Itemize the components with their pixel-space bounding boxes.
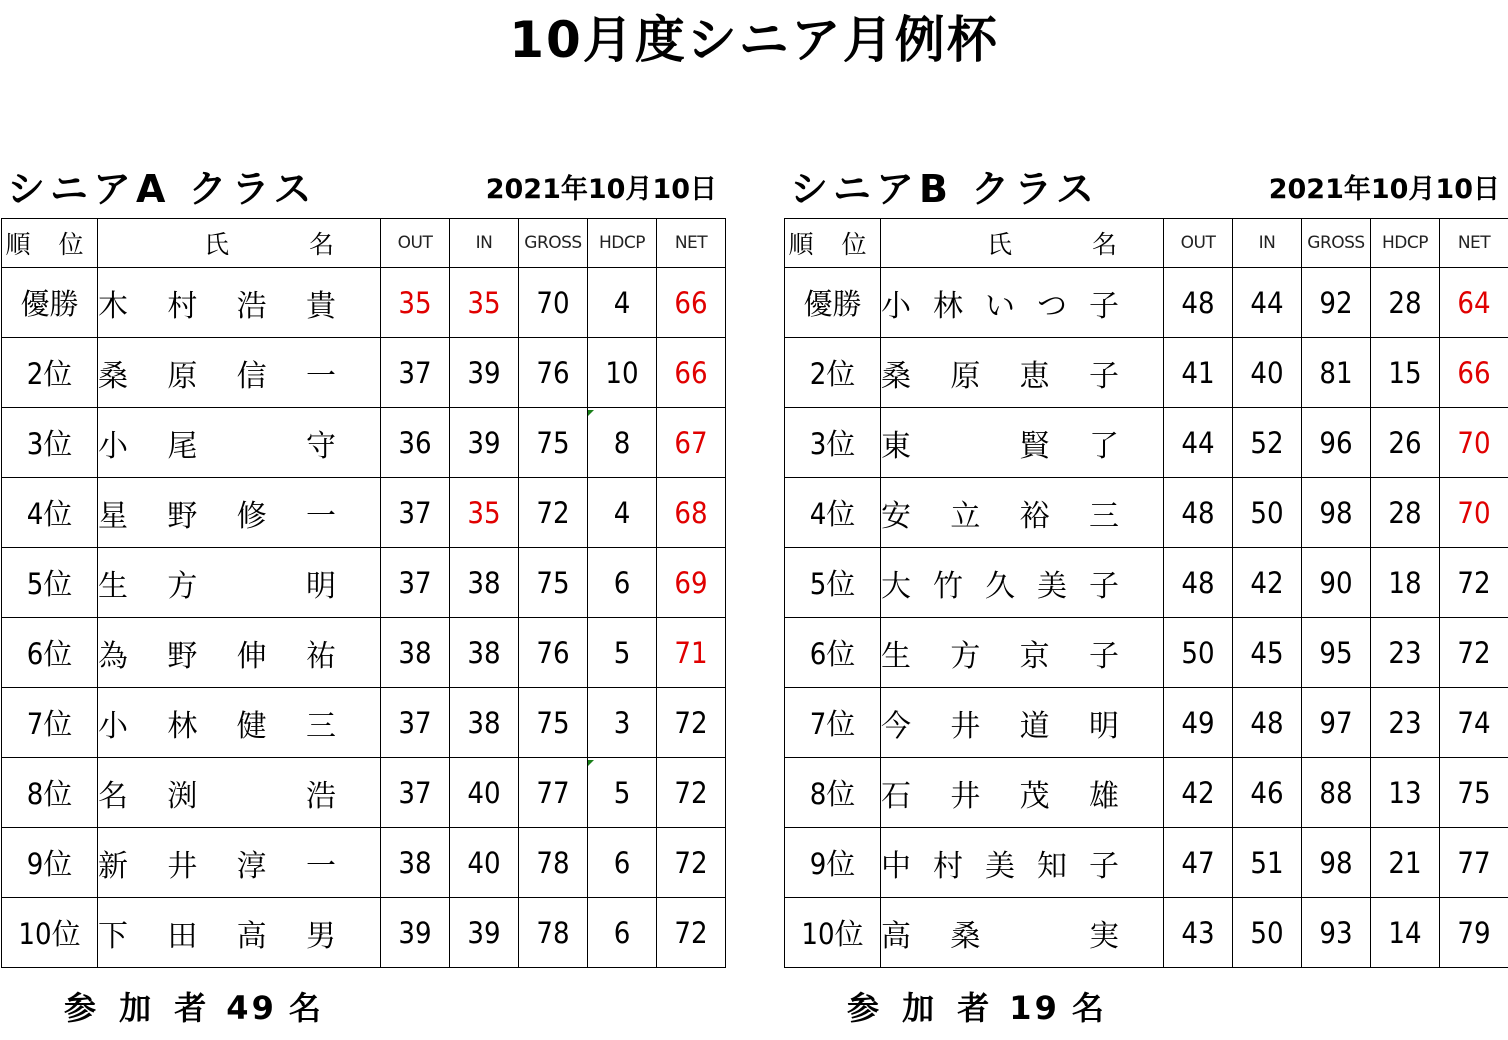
player-name-cell bbox=[98, 408, 381, 478]
player-name: 生 方 明 bbox=[98, 568, 336, 604]
gross-score-cell: 76 bbox=[519, 338, 588, 408]
hdcp-score-cell: 4 bbox=[588, 268, 657, 338]
player-name-cell bbox=[881, 898, 1164, 968]
participants-count: 49 bbox=[226, 989, 277, 1027]
rank-cell: 5位 bbox=[2, 548, 98, 618]
player-name: 桑 原 信 一 bbox=[98, 358, 336, 394]
class-b-results-table bbox=[784, 218, 1508, 968]
in-score-cell: 46 bbox=[1233, 758, 1302, 828]
player-name-cell bbox=[881, 688, 1164, 758]
table-row bbox=[785, 828, 1508, 898]
hdcp-score-cell: 26 bbox=[1371, 408, 1440, 478]
gross-score-cell: 75 bbox=[519, 408, 588, 478]
gross-score-cell: 78 bbox=[519, 898, 588, 968]
player-name: 為 野 伸 祐 bbox=[98, 638, 336, 674]
class-a-date: 2021年10月10日 bbox=[485, 174, 717, 205]
header-in: IN bbox=[450, 219, 519, 268]
player-name: 大 竹 久 美 子 bbox=[881, 568, 1119, 604]
rank-cell: 優勝 bbox=[2, 268, 98, 338]
out-score-cell: 43 bbox=[1164, 898, 1233, 968]
player-name: 小 尾 守 bbox=[98, 428, 336, 464]
class-b-header bbox=[784, 160, 1508, 218]
player-name: 東 賢 了 bbox=[881, 428, 1119, 464]
player-name-cell bbox=[98, 618, 381, 688]
out-score-cell: 37 bbox=[381, 478, 450, 548]
in-score-cell: 39 bbox=[450, 338, 519, 408]
out-score-cell: 36 bbox=[381, 408, 450, 478]
out-score-cell: 35 bbox=[381, 268, 450, 338]
in-score-cell: 44 bbox=[1233, 268, 1302, 338]
gross-score-cell: 70 bbox=[519, 268, 588, 338]
in-score-cell: 50 bbox=[1233, 898, 1302, 968]
table-row bbox=[2, 828, 726, 898]
table-row bbox=[2, 268, 726, 338]
net-score-cell: 74 bbox=[1440, 688, 1508, 758]
gross-score-cell: 93 bbox=[1302, 898, 1371, 968]
rank-cell: 10位 bbox=[2, 898, 98, 968]
player-name: 下 田 高 男 bbox=[98, 918, 336, 954]
rank-cell: 9位 bbox=[785, 828, 881, 898]
rank-cell: 10位 bbox=[785, 898, 881, 968]
hdcp-score-cell: 23 bbox=[1371, 618, 1440, 688]
rank-cell: 6位 bbox=[2, 618, 98, 688]
hdcp-score-cell: 5 bbox=[588, 618, 657, 688]
in-score-cell: 35 bbox=[450, 268, 519, 338]
hdcp-score-cell: 14 bbox=[1371, 898, 1440, 968]
out-score-cell: 50 bbox=[1164, 618, 1233, 688]
table-row bbox=[2, 478, 726, 548]
out-score-cell: 42 bbox=[1164, 758, 1233, 828]
in-score-cell: 38 bbox=[450, 688, 519, 758]
table-row bbox=[785, 688, 1508, 758]
gross-score-cell: 77 bbox=[519, 758, 588, 828]
player-name-cell bbox=[98, 548, 381, 618]
player-name: 桑 原 恵 子 bbox=[881, 358, 1119, 394]
participants-label: 参 加 者 bbox=[847, 989, 996, 1027]
class-b-panel bbox=[784, 160, 1508, 968]
gross-score-cell: 97 bbox=[1302, 688, 1371, 758]
in-score-cell: 40 bbox=[450, 758, 519, 828]
player-name: 今 井 道 明 bbox=[881, 708, 1119, 744]
net-score-cell: 68 bbox=[657, 478, 726, 548]
player-name: 名 渕 浩 bbox=[98, 778, 336, 814]
header-net: NET bbox=[657, 219, 726, 268]
in-score-cell: 39 bbox=[450, 408, 519, 478]
header-out: OUT bbox=[381, 219, 450, 268]
gross-score-cell: 98 bbox=[1302, 478, 1371, 548]
participants-label: 参 加 者 bbox=[64, 989, 213, 1027]
table-row bbox=[2, 618, 726, 688]
out-score-cell: 41 bbox=[1164, 338, 1233, 408]
cell-comment-marker bbox=[588, 760, 594, 766]
hdcp-score-cell: 8 bbox=[588, 408, 657, 478]
net-score-cell: 72 bbox=[1440, 618, 1508, 688]
hdcp-score-cell: 3 bbox=[588, 688, 657, 758]
player-name-cell bbox=[881, 548, 1164, 618]
hdcp-score-cell: 28 bbox=[1371, 268, 1440, 338]
out-score-cell: 44 bbox=[1164, 408, 1233, 478]
net-score-cell: 66 bbox=[1440, 338, 1508, 408]
in-score-cell: 42 bbox=[1233, 548, 1302, 618]
rank-cell: 3位 bbox=[785, 408, 881, 478]
hdcp-score-cell: 6 bbox=[588, 828, 657, 898]
header-name: 氏 名 bbox=[881, 219, 1164, 268]
in-score-cell: 45 bbox=[1233, 618, 1302, 688]
net-score-cell: 71 bbox=[657, 618, 726, 688]
cell-comment-marker bbox=[588, 410, 594, 416]
net-score-cell: 72 bbox=[657, 898, 726, 968]
hdcp-score-cell: 28 bbox=[1371, 478, 1440, 548]
in-score-cell: 39 bbox=[450, 898, 519, 968]
out-score-cell: 48 bbox=[1164, 268, 1233, 338]
header-name: 氏 名 bbox=[98, 219, 381, 268]
class-a-name: シニアA クラス bbox=[7, 167, 317, 211]
player-name-cell bbox=[881, 828, 1164, 898]
net-score-cell: 70 bbox=[1440, 478, 1508, 548]
table-row bbox=[785, 758, 1508, 828]
gross-score-cell: 88 bbox=[1302, 758, 1371, 828]
header-rank: 順 位 bbox=[785, 219, 881, 268]
gross-score-cell: 75 bbox=[519, 548, 588, 618]
hdcp-score-cell: 21 bbox=[1371, 828, 1440, 898]
hdcp-score-cell: 15 bbox=[1371, 338, 1440, 408]
rank-cell: 5位 bbox=[785, 548, 881, 618]
rank-cell: 4位 bbox=[2, 478, 98, 548]
player-name-cell bbox=[98, 478, 381, 548]
class-a-participants bbox=[64, 986, 327, 1030]
table-row bbox=[785, 338, 1508, 408]
header-in: IN bbox=[1233, 219, 1302, 268]
rank-cell: 4位 bbox=[785, 478, 881, 548]
class-a-header bbox=[1, 160, 725, 218]
gross-score-cell: 90 bbox=[1302, 548, 1371, 618]
hdcp-score-cell: 10 bbox=[588, 338, 657, 408]
out-score-cell: 37 bbox=[381, 688, 450, 758]
in-score-cell: 40 bbox=[450, 828, 519, 898]
class-a-panel bbox=[1, 160, 725, 968]
gross-score-cell: 96 bbox=[1302, 408, 1371, 478]
in-score-cell: 51 bbox=[1233, 828, 1302, 898]
rank-cell: 3位 bbox=[2, 408, 98, 478]
hdcp-score-cell: 5 bbox=[588, 758, 657, 828]
player-name-cell bbox=[98, 828, 381, 898]
gross-score-cell: 72 bbox=[519, 478, 588, 548]
rank-cell: 9位 bbox=[2, 828, 98, 898]
player-name: 生 方 京 子 bbox=[881, 638, 1119, 674]
player-name-cell bbox=[98, 688, 381, 758]
table-row bbox=[2, 408, 726, 478]
table-row bbox=[785, 408, 1508, 478]
player-name: 高 桑 実 bbox=[881, 918, 1119, 954]
participants-unit: 名 bbox=[1071, 989, 1110, 1027]
header-net: NET bbox=[1440, 219, 1508, 268]
out-score-cell: 38 bbox=[381, 828, 450, 898]
player-name: 新 井 淳 一 bbox=[98, 848, 336, 884]
player-name-cell bbox=[881, 478, 1164, 548]
hdcp-score-cell: 18 bbox=[1371, 548, 1440, 618]
player-name-cell bbox=[881, 758, 1164, 828]
header-out: OUT bbox=[1164, 219, 1233, 268]
table-header-row bbox=[785, 219, 1508, 268]
table-row bbox=[785, 898, 1508, 968]
player-name: 小 林 い つ 子 bbox=[881, 288, 1119, 324]
in-score-cell: 38 bbox=[450, 618, 519, 688]
player-name-cell bbox=[98, 898, 381, 968]
out-score-cell: 39 bbox=[381, 898, 450, 968]
net-score-cell: 72 bbox=[1440, 548, 1508, 618]
out-score-cell: 48 bbox=[1164, 548, 1233, 618]
table-row bbox=[2, 548, 726, 618]
out-score-cell: 38 bbox=[381, 618, 450, 688]
header-rank: 順 位 bbox=[2, 219, 98, 268]
gross-score-cell: 75 bbox=[519, 688, 588, 758]
out-score-cell: 49 bbox=[1164, 688, 1233, 758]
gross-score-cell: 76 bbox=[519, 618, 588, 688]
rank-cell: 8位 bbox=[785, 758, 881, 828]
class-b-name: シニアB クラス bbox=[790, 167, 1100, 211]
participants-count: 19 bbox=[1009, 989, 1060, 1027]
net-score-cell: 70 bbox=[1440, 408, 1508, 478]
rank-cell: 6位 bbox=[785, 618, 881, 688]
hdcp-score-cell: 4 bbox=[588, 478, 657, 548]
gross-score-cell: 81 bbox=[1302, 338, 1371, 408]
table-row bbox=[2, 898, 726, 968]
hdcp-score-cell: 23 bbox=[1371, 688, 1440, 758]
player-name: 安 立 裕 三 bbox=[881, 498, 1119, 534]
out-score-cell: 48 bbox=[1164, 478, 1233, 548]
player-name: 小 林 健 三 bbox=[98, 708, 336, 744]
net-score-cell: 67 bbox=[657, 408, 726, 478]
header-hdcp: HDCP bbox=[1371, 219, 1440, 268]
in-score-cell: 48 bbox=[1233, 688, 1302, 758]
player-name-cell bbox=[98, 338, 381, 408]
class-b-date: 2021年10月10日 bbox=[1268, 174, 1500, 205]
gross-score-cell: 78 bbox=[519, 828, 588, 898]
header-gross: GROSS bbox=[519, 219, 588, 268]
rank-cell: 7位 bbox=[2, 688, 98, 758]
net-score-cell: 77 bbox=[1440, 828, 1508, 898]
net-score-cell: 64 bbox=[1440, 268, 1508, 338]
player-name: 石 井 茂 雄 bbox=[881, 778, 1119, 814]
table-row bbox=[2, 688, 726, 758]
net-score-cell: 69 bbox=[657, 548, 726, 618]
table-row bbox=[2, 758, 726, 828]
gross-score-cell: 95 bbox=[1302, 618, 1371, 688]
hdcp-score-cell: 13 bbox=[1371, 758, 1440, 828]
rank-cell: 8位 bbox=[2, 758, 98, 828]
hdcp-score-cell: 6 bbox=[588, 548, 657, 618]
player-name-cell bbox=[881, 268, 1164, 338]
table-row bbox=[2, 338, 726, 408]
player-name: 星 野 修 一 bbox=[98, 498, 336, 534]
net-score-cell: 72 bbox=[657, 828, 726, 898]
out-score-cell: 37 bbox=[381, 548, 450, 618]
net-score-cell: 75 bbox=[1440, 758, 1508, 828]
player-name-cell bbox=[98, 758, 381, 828]
player-name-cell bbox=[881, 338, 1164, 408]
table-row bbox=[785, 478, 1508, 548]
net-score-cell: 66 bbox=[657, 268, 726, 338]
header-hdcp: HDCP bbox=[588, 219, 657, 268]
player-name-cell bbox=[98, 268, 381, 338]
table-row bbox=[785, 548, 1508, 618]
player-name: 中 村 美 知 子 bbox=[881, 848, 1119, 884]
in-score-cell: 52 bbox=[1233, 408, 1302, 478]
net-score-cell: 79 bbox=[1440, 898, 1508, 968]
in-score-cell: 40 bbox=[1233, 338, 1302, 408]
class-b-participants bbox=[847, 986, 1110, 1030]
in-score-cell: 35 bbox=[450, 478, 519, 548]
table-header-row bbox=[2, 219, 726, 268]
page-title: 10月度シニア月例杯 bbox=[509, 11, 999, 69]
rank-cell: 優勝 bbox=[785, 268, 881, 338]
rank-cell: 2位 bbox=[2, 338, 98, 408]
participants-unit: 名 bbox=[288, 989, 327, 1027]
out-score-cell: 37 bbox=[381, 758, 450, 828]
out-score-cell: 37 bbox=[381, 338, 450, 408]
class-a-results-table bbox=[1, 218, 726, 968]
table-row bbox=[785, 618, 1508, 688]
rank-cell: 2位 bbox=[785, 338, 881, 408]
out-score-cell: 47 bbox=[1164, 828, 1233, 898]
player-name: 木 村 浩 貴 bbox=[98, 288, 336, 324]
in-score-cell: 38 bbox=[450, 548, 519, 618]
net-score-cell: 66 bbox=[657, 338, 726, 408]
gross-score-cell: 92 bbox=[1302, 268, 1371, 338]
header-gross: GROSS bbox=[1302, 219, 1371, 268]
player-name-cell bbox=[881, 408, 1164, 478]
rank-cell: 7位 bbox=[785, 688, 881, 758]
hdcp-score-cell: 6 bbox=[588, 898, 657, 968]
table-row bbox=[785, 268, 1508, 338]
in-score-cell: 50 bbox=[1233, 478, 1302, 548]
gross-score-cell: 98 bbox=[1302, 828, 1371, 898]
net-score-cell: 72 bbox=[657, 758, 726, 828]
player-name-cell bbox=[881, 618, 1164, 688]
net-score-cell: 72 bbox=[657, 688, 726, 758]
